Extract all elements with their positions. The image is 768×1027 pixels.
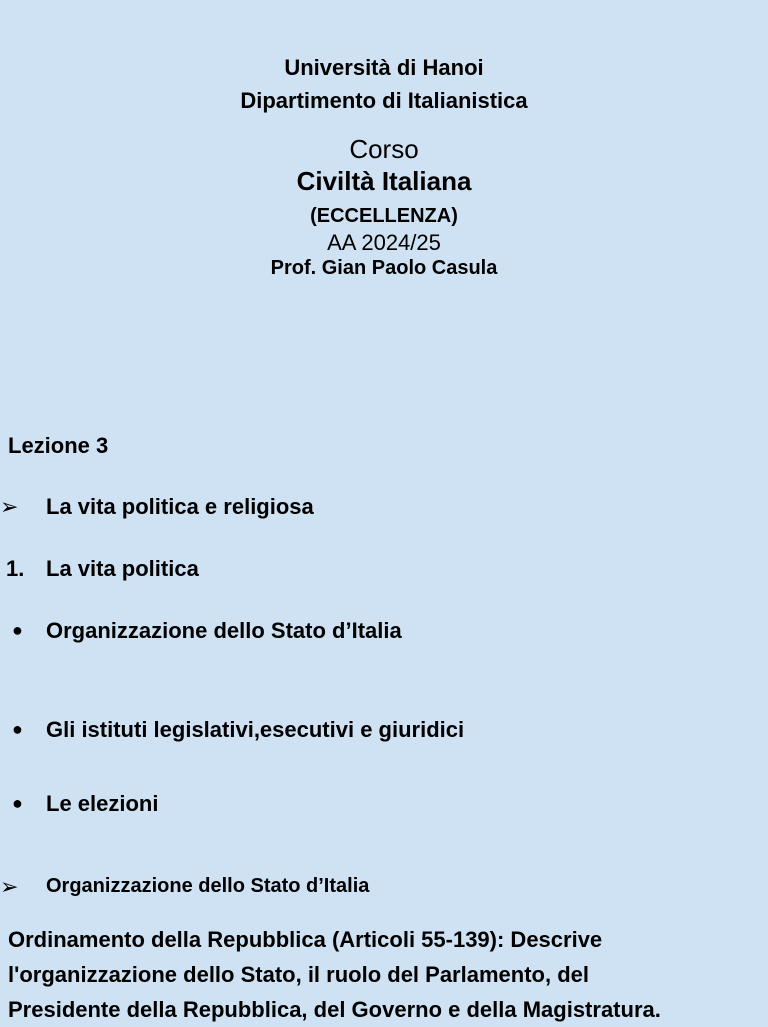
university-name: Università di Hanoi [284,55,484,80]
list-item-text: La vita politica e religiosa [46,494,314,519]
list-item-text: Le elezioni [46,791,159,816]
lesson-title: Lezione 3 [8,433,109,458]
description-paragraph [8,922,760,1027]
corso-label: Corso [349,134,419,164]
list-item-text: Gli istituti legislativi,esecutivi e giuridici [46,717,465,742]
list-number: 1. [6,556,25,581]
course-name: Civiltà Italiana [296,166,472,196]
list-item-text: La vita politica [46,556,199,581]
list-item-text: Organizzazione dello Stato d’Italia [46,618,402,643]
dot-bullet-icon: ● [12,620,23,640]
arrow-bullet-icon: ➢ [0,494,19,519]
dot-bullet-icon: ● [12,719,23,739]
department-name: Dipartimento di Italianistica [240,88,528,113]
paragraph-line: Ordinamento della Repubblica (Articoli 55-139): Descrive [8,927,603,952]
dot-bullet-icon: ● [12,793,23,813]
course-level: (ECCELLENZA) [310,205,458,227]
section-heading-text: Organizzazione dello Stato d’Italia [46,875,370,897]
arrow-bullet-icon: ➢ [0,874,19,899]
academic-year: AA 2024/25 [327,230,441,255]
paragraph-line: l'organizzazione dello Stato, il ruolo del Parlamento, del [8,962,589,987]
professor-name: Prof. Gian Paolo Casula [270,257,498,279]
paragraph-line: Presidente della Repubblica, del Governo e della Magistratura. [8,997,661,1022]
